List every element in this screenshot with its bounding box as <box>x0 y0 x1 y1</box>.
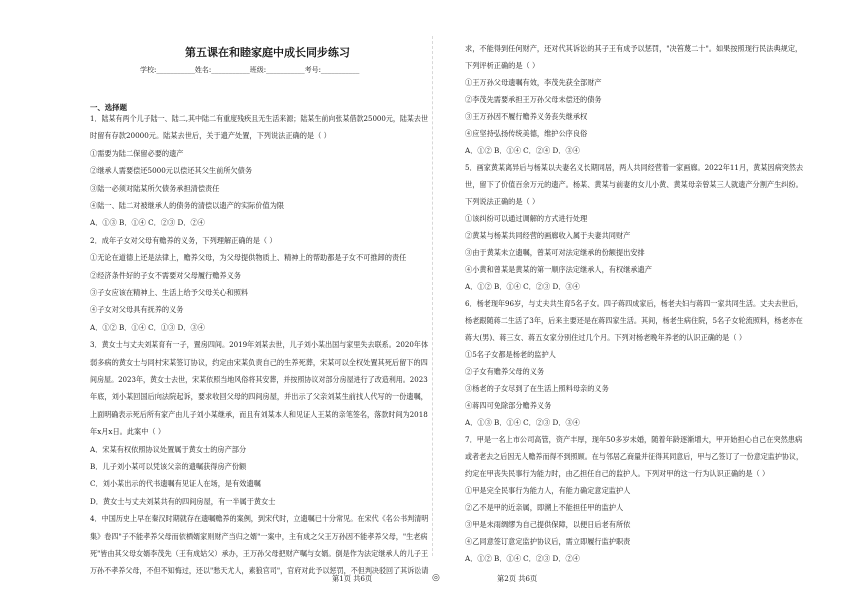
question-text-line: 求，不能得到任何财产，还对代其诉讼的其子王有成予以惩罚，"决笞蔑二十"。如果按照现行民法典规定， <box>465 44 803 53</box>
page-number-right: 第2页 共6页 <box>497 574 538 583</box>
question-text-line: C．刘小某出示的代书遗嘱有见证人在场，是有效遗嘱 <box>90 479 261 489</box>
student-info-line: 学校:___________姓名:___________班级:___________考号:___________ <box>140 66 360 74</box>
question-text-line: ③王万孙因不履行赡养义务丧失继承权 <box>465 112 588 121</box>
question-text-line: 年x月x日。此案中（ ） <box>90 427 166 437</box>
question-text-line: 3．黄女士与丈夫刘某育有一子，置房四间。2019年刘某去世，儿子刘小某出国与家里失去联系。2020年体 <box>90 340 429 350</box>
question-text-line: 死"皆由其父母女婿李茂先（王有成姑父）承办，王万孙父母把财产嘱与女婿。倒是作为法定继承人的儿子王 <box>90 549 429 558</box>
question-text-line: ④蒋四可免除部分赡养义务 <box>465 401 552 410</box>
question-text-line: 下列评析正确的是（ ） <box>465 61 540 70</box>
page-number-left: 第1页 共6页 <box>332 574 373 583</box>
question-text-line: A．①② B．①④ C．②③ D．②④ <box>465 554 580 563</box>
binding-mark: ◎ <box>432 573 440 583</box>
question-text-line: 杨老跟随蒋二生活了3年，后来主要还是在蒋四家生活。其间，杨老生病住院，5名子女轮流照料，杨老亦在 <box>465 316 803 325</box>
question-text-line: 或者老去之后因无人赡养而得不到照顾。在与邻居乙商量并征得其同意后，甲与乙签订了一份意定监护协议， <box>465 452 804 461</box>
question-text-line: A．①③ B．①④ C．②③ D．②④ <box>90 218 205 228</box>
question-text-line: 6．杨老现年96岁，与丈夫共生育5名子女。四子蒋四成家后，杨老夫妇与蒋四一家共同生活。丈夫去世后， <box>465 299 803 308</box>
question-text-line: D．黄女士与丈夫刘某共有的四间房屋，有一半属于黄女士 <box>90 496 276 506</box>
question-text-line: A．①③ B．①④ C．②③ D．③④ <box>465 418 580 427</box>
question-text-line: ②子女有赡养父母的义务 <box>465 367 545 376</box>
question-text-line: 1．陆某有两个儿子陆一、陆二,其中陆二有重度残疾且无生活来源；陆某生前向张某借款25000元，陆某去世 <box>90 114 428 123</box>
question-text-line: 4．中国历史上早在秦汉时期就存在遗嘱赡养的案例，到宋代时，立遗嘱已十分常见。在宋代《名公书判清明 <box>90 514 429 524</box>
question-text-line: ①需要为陆二保留必要的遗产 <box>90 148 184 158</box>
question-text-line: 2．成年子女对父母有赡养的义务，下列理解正确的是（ ） <box>90 235 277 245</box>
question-text-line: ②经济条件好的子女不需要对父母履行赡养义务 <box>90 270 241 280</box>
question-text-line: 万孙不孝养父母，不但不知悔过，还以"愁天尤人，素狼官司"，官府对此予以惩罚，不但判决驳回了其诉讼请 <box>90 566 429 576</box>
question-text-line: 世，留下了价值百余万元的遗产。杨某、黄某与前妻的女儿小黄、黄某母亲曾某三人就遗产分割产生纠纷。 <box>465 180 803 189</box>
question-text-line: A．①② B．①④ C．①③ D．③④ <box>90 322 205 332</box>
question-text-line: ③子女应该在精神上、生活上给予父母关心和照料 <box>90 288 249 297</box>
question-text-line: A．①② B．①④ C．②④ D．③④ <box>465 146 580 155</box>
question-text-line: 下列说法正确的是（ ） <box>465 197 540 206</box>
question-text-line: ①王万孙父母遗嘱有效，李茂先获全部财产 <box>465 78 602 87</box>
question-text-line: 7．甲是一名上市公司高管，资产丰厚，现年50多岁未婚，随着年龄逐渐增大，甲开始担心自己在突然患病 <box>465 435 803 444</box>
question-text-line: ④陆一、陆二对被继承人的债务的清偿以遗产的实际价值为限 <box>90 201 285 210</box>
question-text-line: ③杨老的子女尽到了在生活上照料母亲的义务 <box>465 384 609 393</box>
column-divider <box>432 36 433 556</box>
question-text-line: 年底，刘小某回国后向法院起诉，要求收回父母的四间房屋，并出示了父亲刘某生前找人代写的一份遗嘱， <box>90 392 428 402</box>
section-heading: 一、选择题 <box>90 103 127 112</box>
question-text-line: 约定在甲丧失民事行为能力时，由乙担任自己的监护人。下列对甲的这一行为认识正确的是（ ） <box>465 469 770 478</box>
question-text-line: ③陆一必须对陆某所欠债务承担清偿责任 <box>90 183 220 193</box>
question-text-line: ②继承人需要偿还5000元以偿还其父生前所欠债务 <box>90 166 253 176</box>
question-text-line: ④小黄和曾某是黄某的第一顺序法定继承人，有权继承遗产 <box>465 265 652 274</box>
question-text-line: 间房屋。2023年，黄女士去世，宋某依照当地风俗将其安葬，并按照协议对部分房屋进行了改造利用。2023 <box>90 375 428 384</box>
question-text-line: ③由于黄某未立遗嘱，曾某可对法定继承的份额提出安排 <box>465 248 645 257</box>
page-title: 第五课在和睦家庭中成长同步练习 <box>185 46 350 59</box>
question-text-line: ④乙同意签订意定监护协议后，需立即履行监护职责 <box>465 537 631 546</box>
question-text-line: ④子女对父母具有抚养的义务 <box>90 305 184 315</box>
question-text-line: 弱多病的黄女士与同村宋某签订协议，约定由宋某负责自己的生养死葬，宋某可以全权处置其死后留下的四 <box>90 357 428 367</box>
question-text-line: ③甲是未雨绸缪为自己提供保障，以便日后老有所依 <box>465 520 631 529</box>
question-text-line: ②李茂先需要承担王万孙父母未偿还的债务 <box>465 95 602 104</box>
question-text-line: 蒋大(男)、蒋三女、蒋五女家分别住过几个月。下列对杨老晚年养老的认识正确的是（ ） <box>465 333 747 342</box>
question-text-line: ①甲是完全民事行为能力人，有能力确定意定监护人 <box>465 486 631 495</box>
question-text-line: ②黄某与杨某共同经营的画廊收入属于夫妻共同财产 <box>465 231 631 240</box>
question-text-line: ②乙不是甲的近亲属，即溯上不能担任甲的监护人 <box>465 503 624 512</box>
question-text-line: 5．画家黄某离异后与杨某以夫妻名义长期同居，两人共同经营着一家画廊。2022年11月，黄某因病突然去 <box>465 163 804 172</box>
question-text-line: ④应坚持弘扬传统美德，维护公序良俗 <box>465 129 588 138</box>
question-text-line: 上面明确表示死后所有家产由儿子刘小某继承，而且有刘某本人和见证人王某的亲笔签名，落款时间为2018 <box>90 409 428 419</box>
question-text-line: 时留有存款20000元。陆某去世后，关于遗产处置，下列说法正确的是（ ） <box>90 131 331 141</box>
question-text-line: ①该纠纷可以通过调解的方式进行处理 <box>465 214 588 223</box>
question-text-line: 集》卷四"子不能孝养父母而依栖婿家则财产当归之婿"一案中，主有成之父王万孙因不能孝养父母，"生老病 <box>90 531 428 541</box>
question-text-line: A．宋某有权依照协议处置属于黄女士的房产部分 <box>90 444 247 454</box>
question-text-line: ①5名子女都是杨老的监护人 <box>465 350 556 359</box>
question-text-line: B．儿子刘小某可以凭该父亲的遗嘱获得房产份额 <box>90 462 247 471</box>
question-text-line: A．①② B．①④ C．②③ D．③④ <box>465 282 580 291</box>
question-text-line: ①无论在道德上还是法律上，赡养父母，为父母提供物质上、精神上的帮助都是子女不可推卸的责任 <box>90 253 407 263</box>
